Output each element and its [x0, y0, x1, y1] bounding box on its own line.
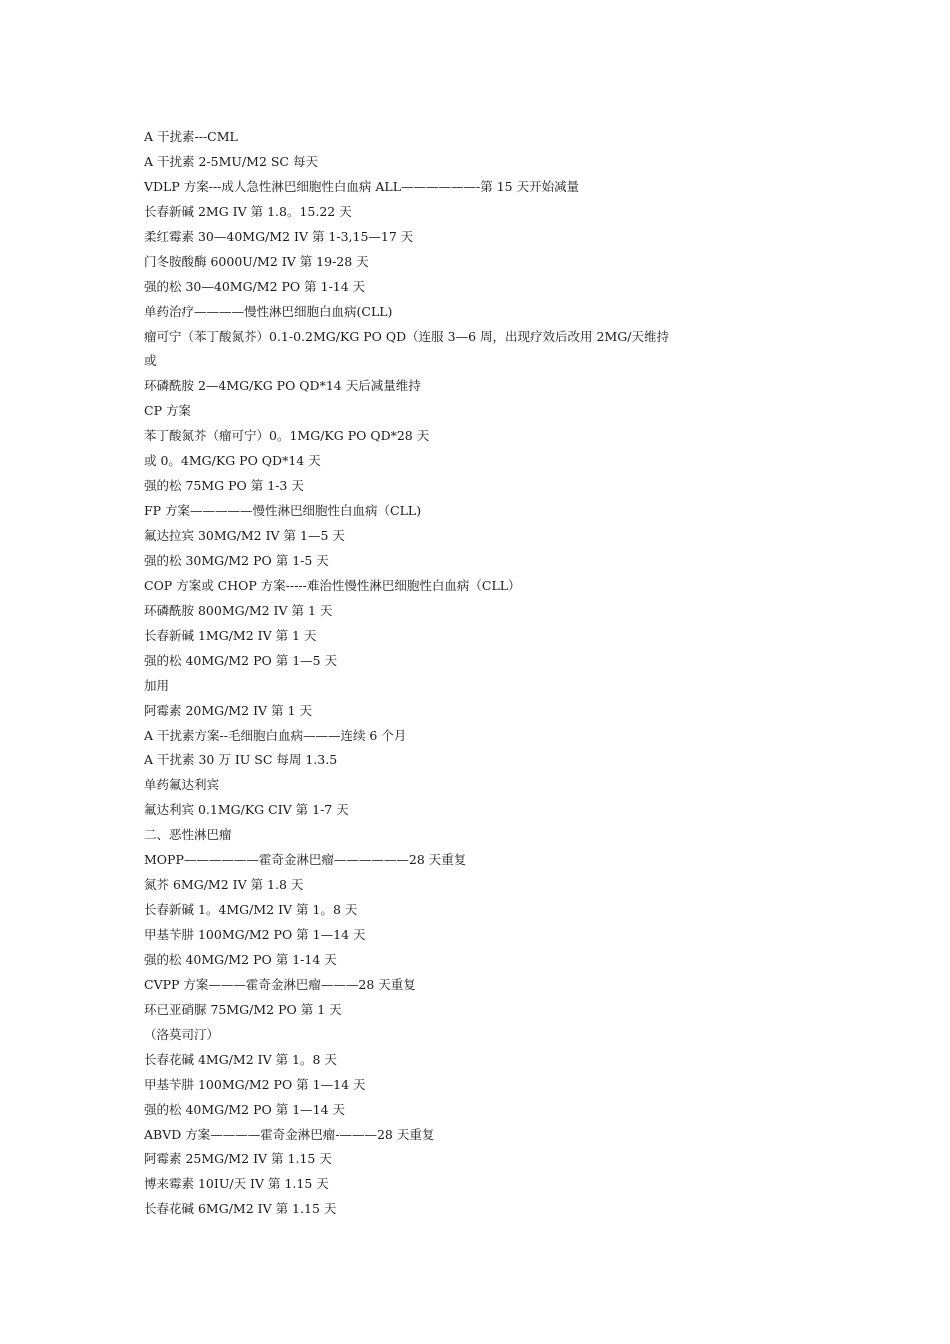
- text-line: A 干扰素 2-5MU/M2 SC 每天: [144, 153, 318, 169]
- text-line: 苯丁酸氮芥（瘤可宁）0。1MG/KG PO QD*28 天: [144, 428, 430, 444]
- text-line: CP 方案: [144, 403, 191, 419]
- text-line: 或: [144, 353, 157, 369]
- text-line: A 干扰素---CML: [144, 129, 238, 144]
- text-line: 单药氟达利宾: [144, 777, 220, 793]
- text-line: （洛莫司汀）: [144, 1026, 220, 1042]
- text-line: ABVD 方案————霍奇金淋巴瘤-———28 天重复: [144, 1126, 435, 1142]
- text-line: VDLP 方案---成人急性淋巴细胞性白血病 ALL——————-第 15 天开始减量: [144, 178, 580, 194]
- text-line: 强的松 40MG/M2 PO 第 1—14 天: [144, 1101, 346, 1117]
- text-line: 门冬胺酸酶 6000U/M2 IV 第 19-28 天: [144, 253, 369, 269]
- text-line: 氟达利宾 0.1MG/KG CIV 第 1-7 天: [144, 802, 349, 818]
- text-line: 强的松 40MG/M2 PO 第 1—5 天: [144, 652, 338, 668]
- text-line: 强的松 30—40MG/M2 PO 第 1-14 天: [144, 278, 366, 294]
- text-line: 强的松 40MG/M2 PO 第 1-14 天: [144, 951, 337, 967]
- text-line: 长春新碱 1。4MG/M2 IV 第 1。8 天: [144, 902, 358, 918]
- text-line: 甲基苄肼 100MG/M2 PO 第 1—14 天: [144, 1076, 366, 1092]
- text-line: 环磷酰胺 800MG/M2 IV 第 1 天: [144, 602, 333, 618]
- text-line: 柔红霉素 30—40MG/M2 IV 第 1-3,15—17 天: [144, 228, 414, 244]
- text-line: 阿霉素 20MG/M2 IV 第 1 天: [144, 702, 312, 718]
- text-line: 环已亚硝脲 75MG/M2 PO 第 1 天: [144, 1001, 342, 1017]
- text-line: 单药治疗————慢性淋巴细胞白血病(CLL): [144, 303, 393, 319]
- text-line: A 干扰素方案--毛细胞白血病———连续 6 个月: [144, 727, 407, 743]
- text-line: 环磷酰胺 2—4MG/KG PO QD*14 天后减量维持: [144, 378, 421, 394]
- text-line: A 干扰素 30 万 IU SC 每周 1.3.5: [144, 752, 338, 768]
- text-line: 长春花碱 6MG/M2 IV 第 1.15 天: [144, 1201, 337, 1217]
- text-line: 长春新碱 2MG IV 第 1.8。15.22 天: [144, 203, 352, 219]
- text-line: FP 方案—————慢性淋巴细胞性白血病（CLL): [144, 503, 422, 519]
- text-line: COP 方案或 CHOP 方案-----难治性慢性淋巴细胞性白血病（CLL）: [144, 577, 521, 593]
- text-line: 博来霉素 10IU/天 IV 第 1.15 天: [144, 1176, 329, 1192]
- text-line: MOPP——————霍奇金淋巴瘤——————28 天重复: [144, 852, 467, 868]
- text-line: 瘤可宁（苯丁酸氮芥）0.1-0.2MG/KG PO QD（连服 3—6 周，出现疗效后改用 2MG/天维持: [144, 328, 669, 344]
- text-line: 强的松 75MG PO 第 1-3 天: [144, 478, 304, 494]
- text-line: 或 0。4MG/KG PO QD*14 天: [144, 453, 321, 469]
- text-line: 氮芥 6MG/M2 IV 第 1.8 天: [144, 877, 304, 893]
- text-line: 长春新碱 1MG/M2 IV 第 1 天: [144, 627, 317, 643]
- text-line: 甲基苄肼 100MG/M2 PO 第 1—14 天: [144, 927, 366, 942]
- text-line: 强的松 30MG/M2 PO 第 1-5 天: [144, 552, 329, 568]
- text-line: 加用: [144, 677, 170, 693]
- text-line: 二、恶性淋巴瘤: [144, 827, 232, 843]
- text-line: CVPP 方案———霍奇金淋巴瘤———28 天重复: [144, 976, 416, 992]
- document-body: [144, 127, 864, 1224]
- text-line: 氟达拉宾 30MG/M2 IV 第 1—5 天: [144, 528, 345, 543]
- text-line: 长春花碱 4MG/M2 IV 第 1。8 天: [144, 1051, 337, 1067]
- text-line: 阿霉素 25MG/M2 IV 第 1.15 天: [144, 1151, 332, 1167]
